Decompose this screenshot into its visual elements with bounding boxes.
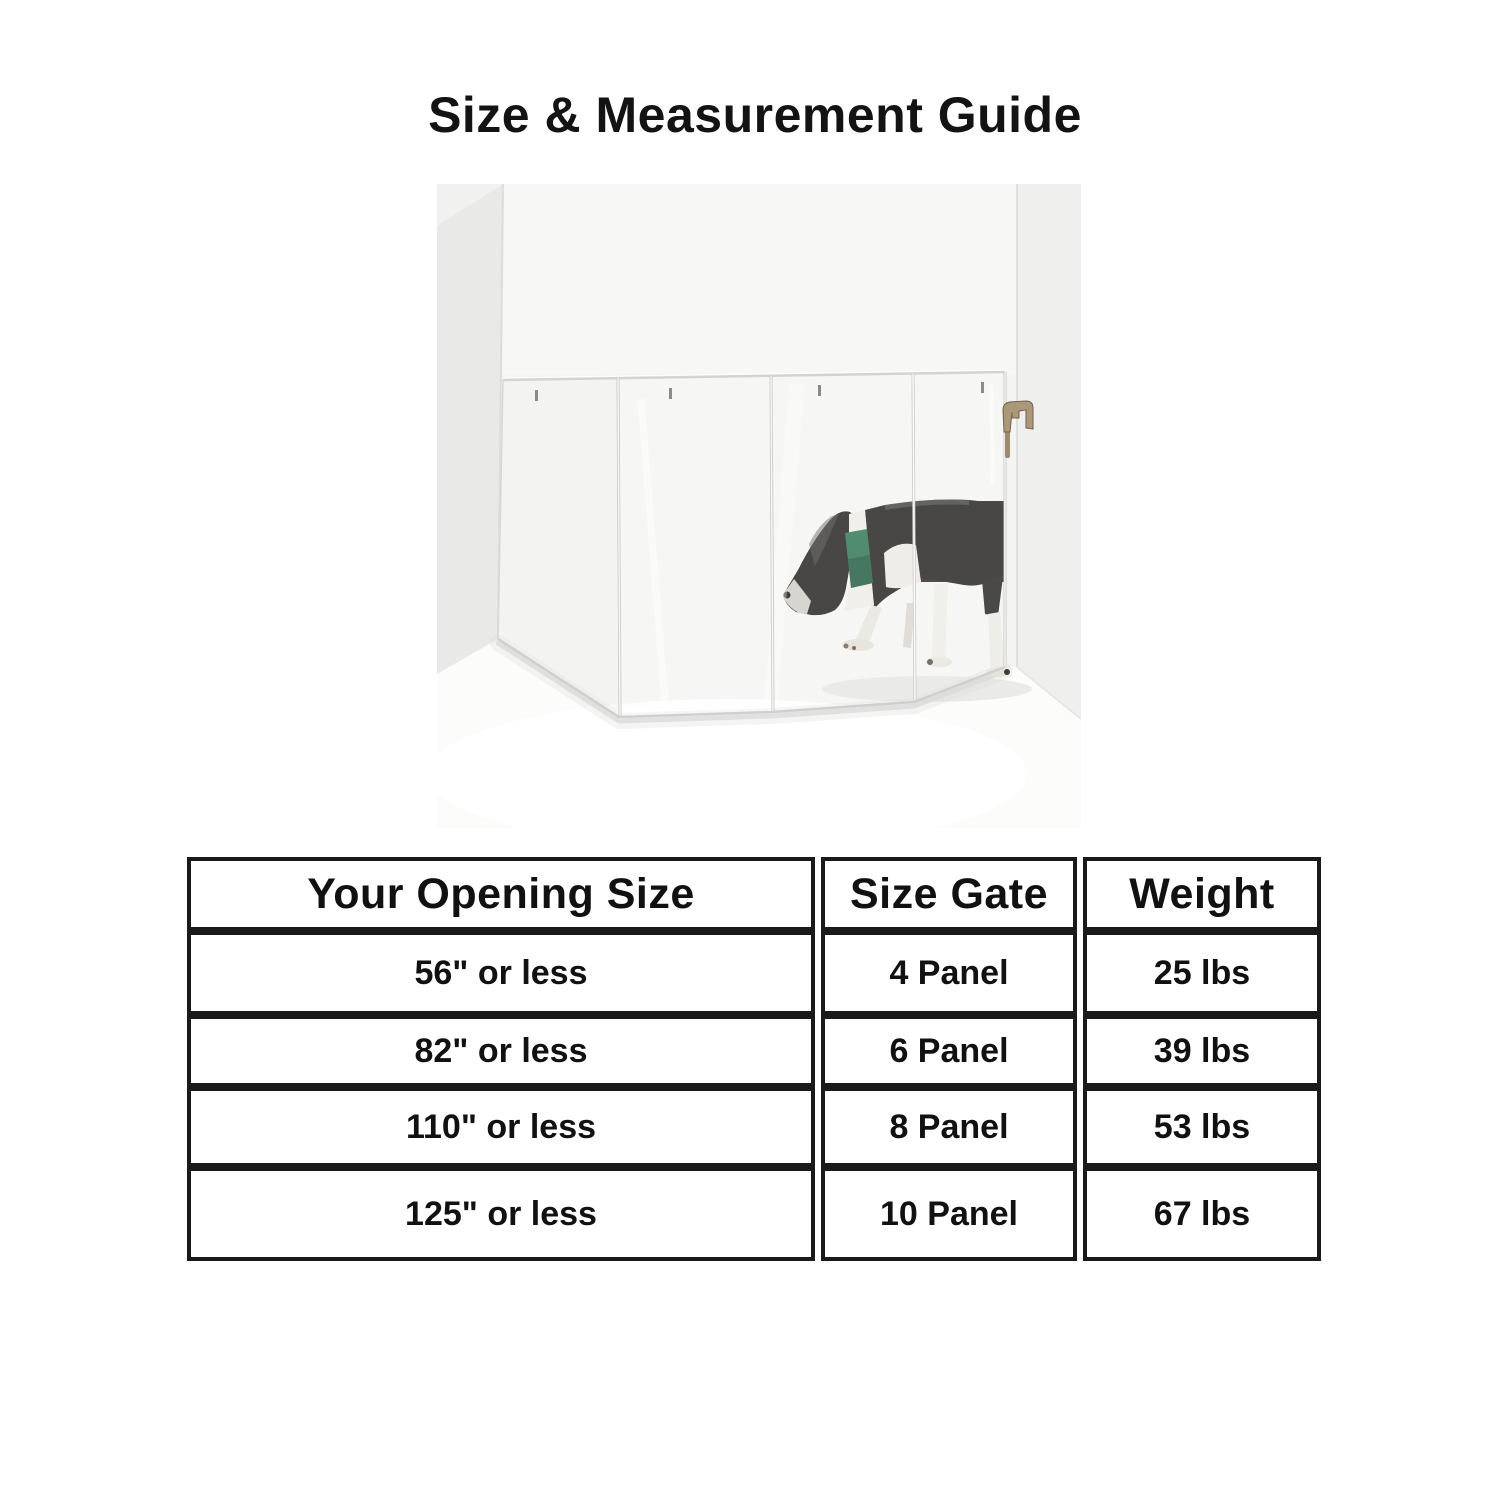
panel-slot xyxy=(669,388,672,399)
gate-panels xyxy=(498,370,1005,717)
cell-size-gate: 10 Panel xyxy=(821,1167,1077,1261)
table-row xyxy=(187,1167,1321,1261)
pet-gate-illustration xyxy=(437,184,1081,828)
product-photo xyxy=(437,184,1081,828)
table-row xyxy=(187,1087,1321,1167)
header-row xyxy=(187,857,1321,931)
column-header-weight: Weight xyxy=(1083,857,1321,931)
cell-opening-size: 56" or less xyxy=(187,931,815,1015)
cell-weight: 39 lbs xyxy=(1083,1015,1321,1087)
panel-slot xyxy=(818,385,821,396)
cell-size-gate: 8 Panel xyxy=(821,1087,1077,1167)
cell-opening-size: 125" or less xyxy=(187,1167,815,1261)
cell-size-gate: 6 Panel xyxy=(821,1015,1077,1087)
left-wall xyxy=(437,184,503,674)
panel-slot xyxy=(535,390,538,401)
size-guide-table-container xyxy=(181,857,1327,1261)
table-row xyxy=(187,1015,1321,1087)
cell-opening-size: 82" or less xyxy=(187,1015,815,1087)
cell-opening-size: 110" or less xyxy=(187,1087,815,1167)
column-header-size-gate: Size Gate xyxy=(821,857,1077,931)
table-row xyxy=(187,931,1321,1015)
panel-slot xyxy=(981,382,984,393)
column-header-opening-size: Your Opening Size xyxy=(187,857,815,931)
cell-size-gate: 4 Panel xyxy=(821,931,1077,1015)
cell-weight: 53 lbs xyxy=(1083,1087,1321,1167)
cell-weight: 67 lbs xyxy=(1083,1167,1321,1261)
size-guide-table xyxy=(181,857,1327,1261)
right-wall xyxy=(1017,184,1081,719)
page-title: Size & Measurement Guide xyxy=(428,87,1082,143)
cell-weight: 25 lbs xyxy=(1083,931,1321,1015)
